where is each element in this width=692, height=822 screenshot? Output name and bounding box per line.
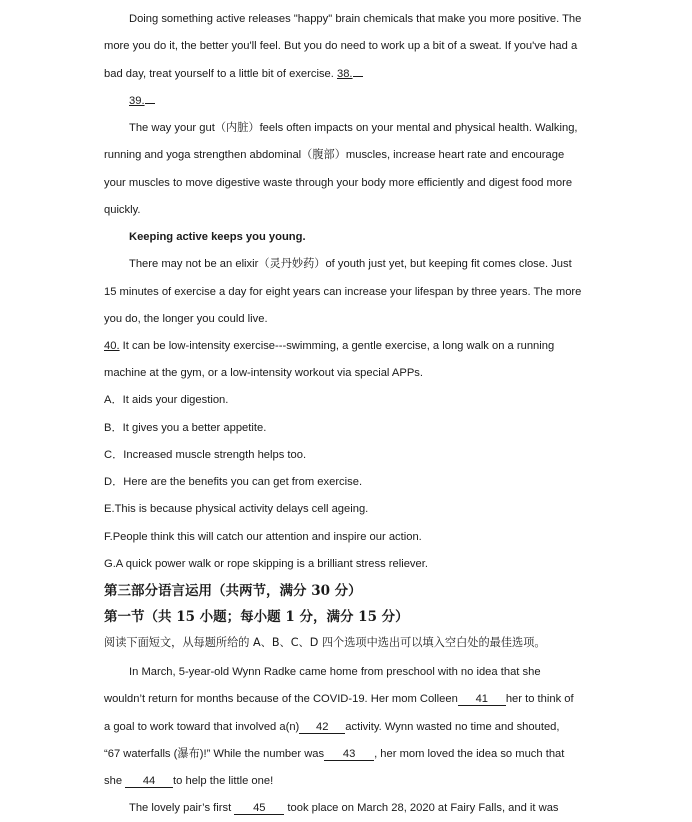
paragraph-line: There may not be an elixir（灵丹妙药）of youth just yet, but keeping fit comes close. Just [129, 258, 572, 270]
paragraph-text: took place on March 28, 2020 at Fairy Falls, and it was [287, 802, 559, 814]
option-g: G.A quick power walk or rope skipping is a brilliant stress reliever. [104, 558, 428, 570]
paragraph-text: The lovely pair’s first [129, 802, 232, 814]
paragraph-line [104, 339, 554, 353]
blank-line [145, 103, 155, 104]
paragraph-line [129, 801, 559, 815]
paragraph-text: “67 waterfalls (瀑布)!” While the number was [104, 748, 325, 760]
paragraph-line [104, 774, 273, 788]
paragraph-line [104, 67, 363, 81]
paragraph-line: machine at the gym, or a low-intensity workout via special APPs. [104, 367, 423, 379]
blank-line [353, 76, 363, 77]
paragraph-text: she [104, 775, 123, 787]
option-a: A．It aids your digestion. [104, 394, 229, 406]
paragraph-line: In March, 5-year-old Wynn Radke came home from preschool with no idea that she [129, 666, 541, 678]
paragraph-text: wouldn’t return for months because of the COVID-19. Her mom Colleen [104, 693, 458, 705]
option-e: E.This is because physical activity delays cell ageing. [104, 503, 369, 515]
paragraph-text: It can be low-intensity exercise---swimming, a gentle exercise, a long walk on a running [119, 340, 555, 352]
blank-45: 45 [234, 802, 284, 815]
option-b: B．It gives you a better appetite. [104, 422, 267, 434]
blank-39 [129, 94, 155, 108]
blank-38: 38. [336, 68, 353, 80]
paragraph-line: quickly. [104, 204, 141, 216]
option-c: C．Increased muscle strength helps too. [104, 449, 307, 461]
blank-39-label: 39. [129, 95, 145, 107]
paragraph-line: more you do it, the better you'll feel. But you do need to work up a bit of a sweat. If you've had a [104, 40, 578, 52]
blank-41: 41 [458, 693, 506, 706]
blank-44: 44 [125, 775, 173, 788]
paragraph-line: The way your gut（内脏）feels often impacts on your mental and physical health. Walking, [129, 122, 578, 134]
paragraph-line: running and yoga strengthen abdominal（腹部）muscles, increase heart rate and encourage [104, 149, 565, 161]
subsection-title: 第一节（共 15 小题；每小题 1 分，满分 15 分） [104, 609, 409, 625]
blank-42: 42 [299, 721, 345, 734]
option-f: F.People think this will catch our attention and inspire our action. [104, 531, 422, 543]
option-d: D．Here are the benefits you can get from exercise. [104, 476, 363, 488]
paragraph-line [104, 692, 574, 706]
paragraph-text: to help the little one! [173, 775, 274, 787]
section-title: 第三部分语言运用（共两节，满分 30 分） [104, 583, 362, 599]
paragraph-line [104, 747, 564, 761]
paragraph-text: her to think of [505, 693, 574, 705]
paragraph-line: your muscles to move digestive waste through your body more efficiently and digest food more [104, 177, 573, 189]
blank-40: 40. [104, 340, 120, 352]
paragraph-line: you do, the longer you could live. [104, 313, 268, 325]
paragraph-line: Doing something active releases "happy" brain chemicals that make you more positive. The [129, 13, 582, 25]
paragraph-line [104, 720, 560, 734]
paragraph-text: activity. Wynn wasted no time and shouted, [345, 721, 560, 733]
paragraph-text: , her mom loved the idea so much that [374, 748, 565, 760]
section-heading: Keeping active keeps you young. [129, 231, 306, 243]
instructions: 阅读下面短文，从每题所给的 A、B、C、D 四个选项中选出可以填入空白处的最佳选项。 [104, 636, 546, 649]
blank-43: 43 [324, 748, 374, 761]
paragraph-text: a goal to work toward that involved a(n) [104, 721, 300, 733]
paragraph-text: bad day, treat yourself to a little bit of exercise. [104, 68, 334, 80]
paragraph-line: 15 minutes of exercise a day for eight years can increase your lifespan by three years. The more [104, 286, 582, 298]
